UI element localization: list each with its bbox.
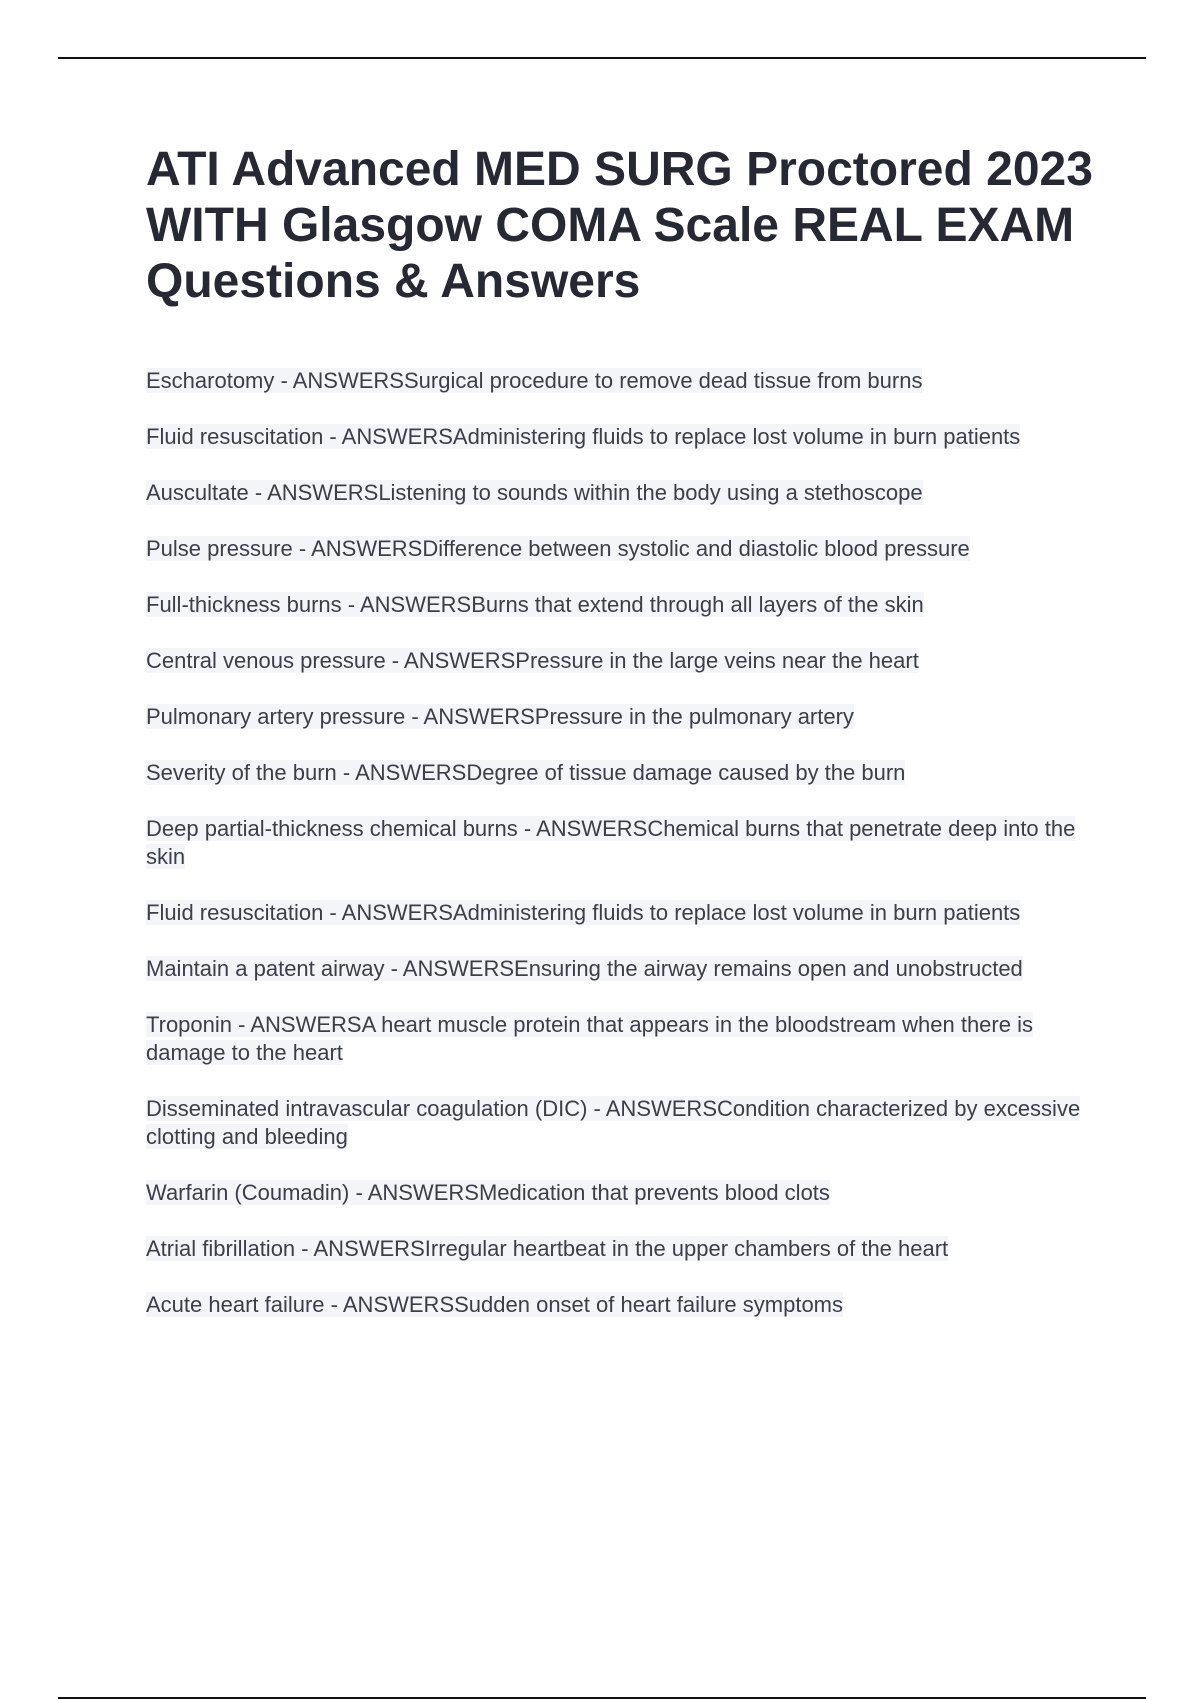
qa-text bbox=[146, 1096, 1080, 1149]
qa-term: Auscultate bbox=[146, 480, 249, 505]
qa-item bbox=[146, 759, 1094, 787]
qa-answer: A heart muscle protein that appears in the bloodstream when there is damage to the heart bbox=[146, 1012, 1033, 1065]
qa-text bbox=[146, 1180, 830, 1205]
qa-text bbox=[146, 1292, 843, 1317]
qa-separator: - ANSWERS bbox=[517, 816, 648, 841]
qa-answer: Pressure in the large veins near the heart bbox=[515, 648, 919, 673]
qa-item bbox=[146, 815, 1094, 871]
qa-text bbox=[146, 704, 854, 729]
qa-term: Pulmonary artery pressure bbox=[146, 704, 406, 729]
qa-item bbox=[146, 591, 1094, 619]
qa-answer: Irregular heartbeat in the upper chambers of the heart bbox=[424, 1236, 949, 1261]
qa-answer: Degree of tissue damage caused by the burn bbox=[466, 760, 906, 785]
qa-separator: - ANSWERS bbox=[384, 956, 515, 981]
qa-term: Fluid resuscitation bbox=[146, 424, 324, 449]
qa-separator: - ANSWERS bbox=[336, 760, 467, 785]
qa-answer: Chemical burns that penetrate deep into the skin bbox=[146, 816, 1076, 869]
qa-text bbox=[146, 900, 1020, 925]
qa-term: Escharotomy bbox=[146, 368, 275, 393]
qa-separator: - ANSWERS bbox=[587, 1096, 717, 1121]
qa-item bbox=[146, 1291, 1094, 1319]
qa-text bbox=[146, 480, 923, 505]
qa-term: Central venous pressure bbox=[146, 648, 386, 673]
qa-answer: Burns that extend through all layers of the skin bbox=[471, 592, 924, 617]
qa-separator: - ANSWERS bbox=[323, 424, 453, 449]
qa-answer: Condition characterized by excessive clotting and bleeding bbox=[146, 1096, 1081, 1149]
qa-answer: Administering fluids to replace lost volume in burn patients bbox=[452, 424, 1021, 449]
qa-item bbox=[146, 955, 1094, 983]
qa-separator: - ANSWERS bbox=[349, 1180, 479, 1205]
qa-item bbox=[146, 1235, 1094, 1263]
qa-term: Severity of the burn bbox=[146, 760, 337, 785]
qa-text bbox=[146, 592, 924, 617]
qa-answer: Sudden onset of heart failure symptoms bbox=[454, 1292, 844, 1317]
qa-separator: - ANSWERS bbox=[385, 648, 516, 673]
qa-text bbox=[146, 1236, 948, 1261]
qa-item bbox=[146, 1011, 1094, 1067]
qa-term: Pulse pressure bbox=[146, 536, 293, 561]
qa-text bbox=[146, 368, 922, 393]
qa-answer: Difference between systolic and diastolic blood pressure bbox=[422, 536, 970, 561]
qa-separator: - ANSWERS bbox=[405, 704, 535, 729]
qa-item bbox=[146, 703, 1094, 731]
header-rule bbox=[58, 57, 1146, 59]
qa-answer: Listening to sounds within the body using a stethoscope bbox=[378, 480, 923, 505]
qa-term: Acute heart failure bbox=[146, 1292, 325, 1317]
qa-term: Fluid resuscitation bbox=[146, 900, 324, 925]
qa-item bbox=[146, 535, 1094, 563]
qa-term: Full-thickness burns bbox=[146, 592, 342, 617]
footer-rule bbox=[58, 1697, 1146, 1699]
qa-text bbox=[146, 424, 1020, 449]
qa-term: Troponin bbox=[146, 1012, 233, 1037]
qa-separator: - ANSWERS bbox=[341, 592, 472, 617]
qa-item bbox=[146, 423, 1094, 451]
qa-text bbox=[146, 536, 970, 561]
qa-answer: Ensuring the airway remains open and unobstructed bbox=[514, 956, 1023, 981]
qa-separator: - ANSWERS bbox=[274, 368, 404, 393]
qa-answer: Surgical procedure to remove dead tissue from burns bbox=[403, 368, 923, 393]
qa-item bbox=[146, 1095, 1094, 1151]
qa-separator: - ANSWERS bbox=[292, 536, 423, 561]
qa-item bbox=[146, 647, 1094, 675]
qa-term: Disseminated intravascular coagulation (DIC) bbox=[146, 1096, 588, 1121]
qa-term: Deep partial-thickness chemical burns bbox=[146, 816, 518, 841]
qa-answer: Pressure in the pulmonary artery bbox=[534, 704, 854, 729]
qa-item bbox=[146, 899, 1094, 927]
qa-item bbox=[146, 479, 1094, 507]
qa-text bbox=[146, 816, 1075, 869]
qa-list bbox=[146, 367, 1094, 1347]
qa-text bbox=[146, 956, 1023, 981]
qa-term: Atrial fibrillation bbox=[146, 1236, 296, 1261]
qa-separator: - ANSWERS bbox=[324, 1292, 455, 1317]
qa-text bbox=[146, 760, 905, 785]
qa-term: Maintain a patent airway bbox=[146, 956, 385, 981]
qa-text bbox=[146, 648, 919, 673]
qa-item bbox=[146, 367, 1094, 395]
qa-separator: - ANSWERS bbox=[295, 1236, 425, 1261]
document-title: ATI Advanced MED SURG Proctored 2023 WITH Glasgow COMA Scale REAL EXAM Questions & Answers bbox=[146, 143, 1093, 308]
qa-text bbox=[146, 1012, 1033, 1065]
qa-answer: Medication that prevents blood clots bbox=[478, 1180, 830, 1205]
qa-term: Warfarin (Coumadin) bbox=[146, 1180, 350, 1205]
qa-separator: - ANSWERS bbox=[232, 1012, 362, 1037]
qa-answer: Administering fluids to replace lost volume in burn patients bbox=[452, 900, 1021, 925]
qa-separator: - ANSWERS bbox=[323, 900, 453, 925]
qa-item bbox=[146, 1179, 1094, 1207]
qa-separator: - ANSWERS bbox=[248, 480, 379, 505]
